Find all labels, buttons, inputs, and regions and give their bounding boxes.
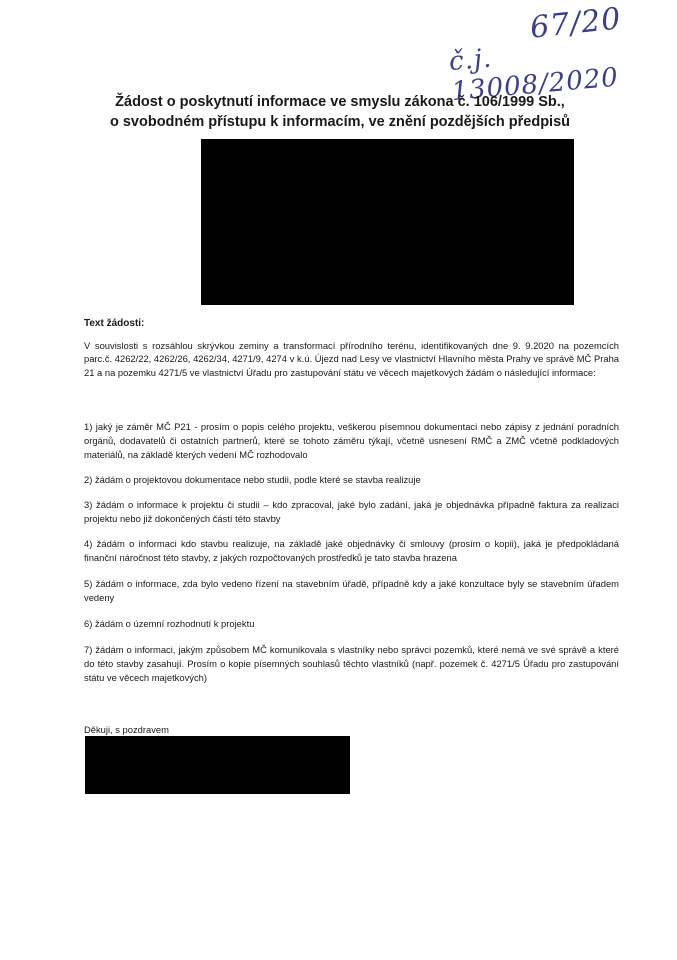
request-item-5: 5) žádám o informace, zda bylo vedeno řízení na stavebním úřadě, případně kdy a jaké konzultace byly se stavebním úřadem vedeny [84, 578, 619, 603]
document-title [60, 92, 620, 132]
closing-salutation: Děkuji, s pozdravem [84, 724, 169, 735]
request-item-7: 7) žádám o informaci, jakým způsobem MČ komunikovala s vlastníky nebo správci pozemků, které nemá ve své správě a které do této stavby zasahují. Prosím o kopie písemných souhlasů těchto vlastníků (např. pozemek č. 4271/5 Úřadu pro zastupování státu ve věcech majetkových) [84, 644, 619, 683]
section-label: Text žádosti: [84, 318, 145, 329]
request-item-1: 1) jaký je záměr MČ P21 - prosím o popis celého projektu, veškerou písemnou dokumentaci nebo zápisy z jednání poradních orgánů, dodavatelů či ostatních partnerů, které se tohoto záměru týkají, včetně usnesení RMČ a ZMČ včetně podkladových materiálů, na základě kterých vedení MČ rozhodovalo [84, 421, 619, 460]
request-item-4: 4) žádám o informaci kdo stavbu realizuje, na základě jaké objednávky či smlouvy (prosím o kopii), jaká je předpokládaná finanční náročnost této stavby, z jakých rozpočtovaných prostředků je tato stavba hrazena [84, 538, 619, 563]
stamp-number: 67/20 [528, 1, 624, 46]
title-line-2: o svobodném přístupu k informacím, ve znění pozdějších předpisů [109, 114, 571, 130]
intro-paragraph: V souvislosti s rozsáhlou skrývkou zeminy a transformací přírodního terénu, identifikovaných dne 9. 9.2020 na pozemcích parc.č. 4262/22, 4262/26, 4262/34, 4271/9, 4274 v k.ú. Újezd nad Lesy ve vlastnictví Hlavního města Prahy ve správě MČ Praha 21 a na pozemku 4271/5 ve vlastnictví Úřadu pro zastupování státu ve věcech majetkových žádám o následující informace: [84, 340, 619, 378]
request-item-2: 2) žádám o projektovou dokumentace nebo studii, podle které se stavba realizuje [84, 474, 421, 485]
stamp-reference: č.j. 13008/2020 [447, 43, 621, 108]
redacted-applicant-block [201, 139, 574, 305]
request-item-6: 6) žádám o územní rozhodnutí k projektu [84, 618, 255, 629]
redacted-signature-block [85, 736, 350, 794]
handwritten-reference-stamp [420, 1, 660, 108]
request-item-3: 3) žádám o informace k projektu či studii – kdo zpracoval, jaké bylo zadání, jaká je objednávka případně faktura za realizaci projektu nebo již dokončených částí této stavby [84, 499, 619, 524]
title-line-1: Žádost o poskytnutí informace ve smyslu zákona č. 106/1999 Sb., [115, 94, 565, 110]
